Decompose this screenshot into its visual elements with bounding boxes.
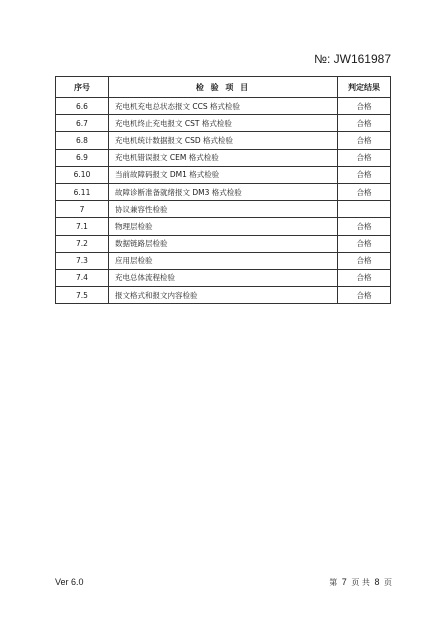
inspection-table xyxy=(55,76,391,304)
table-row xyxy=(56,269,391,286)
row-item: 协议兼容性检验 xyxy=(109,201,338,218)
table-row xyxy=(56,98,391,115)
row-num: 7.5 xyxy=(56,287,109,304)
table-header-row xyxy=(56,77,391,98)
row-num: 7.2 xyxy=(56,235,109,252)
version-label: Ver 6.0 xyxy=(55,577,84,587)
page-total: 8 xyxy=(374,577,380,587)
row-num: 7.4 xyxy=(56,269,109,286)
table-row xyxy=(56,183,391,200)
row-item: 当前故障码报文 DM1 格式检验 xyxy=(109,166,338,183)
row-num: 6.10 xyxy=(56,166,109,183)
row-item: 充电机终止充电报文 CST 格式检验 xyxy=(109,115,338,132)
header-result: 判定结果 xyxy=(338,77,391,98)
document-number: №: JW161987 xyxy=(314,52,391,66)
page-prefix: 第 xyxy=(329,578,338,587)
row-result: 合格 xyxy=(338,98,391,115)
row-result: 合格 xyxy=(338,115,391,132)
row-num: 6.6 xyxy=(56,98,109,115)
row-item: 充电机充电总状态报文 CCS 格式检验 xyxy=(109,98,338,115)
row-result: 合格 xyxy=(338,252,391,269)
row-item: 物理层检验 xyxy=(109,218,338,235)
row-item: 应用层检验 xyxy=(109,252,338,269)
table-row xyxy=(56,235,391,252)
row-result: 合格 xyxy=(338,132,391,149)
table-row xyxy=(56,252,391,269)
table-row xyxy=(56,132,391,149)
row-num: 7.3 xyxy=(56,252,109,269)
page-suffix: 页 xyxy=(384,578,392,587)
row-num: 7.1 xyxy=(56,218,109,235)
row-num: 6.9 xyxy=(56,149,109,166)
row-result: 合格 xyxy=(338,218,391,235)
header-item: 检 验 项 目 xyxy=(109,77,338,98)
row-item: 充电总体流程检验 xyxy=(109,269,338,286)
row-result xyxy=(338,201,391,218)
header-num: 序号 xyxy=(56,77,109,98)
row-result: 合格 xyxy=(338,166,391,183)
row-item: 数据链路层检验 xyxy=(109,235,338,252)
row-result: 合格 xyxy=(338,235,391,252)
row-result: 合格 xyxy=(338,183,391,200)
row-num: 6.7 xyxy=(56,115,109,132)
row-num: 6.11 xyxy=(56,183,109,200)
row-num: 6.8 xyxy=(56,132,109,149)
page-mid: 页 共 xyxy=(351,578,370,587)
row-result: 合格 xyxy=(338,269,391,286)
row-num: 7 xyxy=(56,201,109,218)
table-row xyxy=(56,287,391,304)
row-result: 合格 xyxy=(338,149,391,166)
row-item: 充电机错误报文 CEM 格式检验 xyxy=(109,149,338,166)
table-row xyxy=(56,149,391,166)
page-current: 7 xyxy=(341,577,347,587)
page-indicator xyxy=(329,577,392,588)
row-item: 故障诊断准备就绪报文 DM3 格式检验 xyxy=(109,183,338,200)
row-item: 报文格式和报文内容检验 xyxy=(109,287,338,304)
table-row xyxy=(56,115,391,132)
row-result: 合格 xyxy=(338,287,391,304)
table-row xyxy=(56,201,391,218)
row-item: 充电机统计数据报文 CSD 格式检验 xyxy=(109,132,338,149)
table-row xyxy=(56,166,391,183)
table-row xyxy=(56,218,391,235)
